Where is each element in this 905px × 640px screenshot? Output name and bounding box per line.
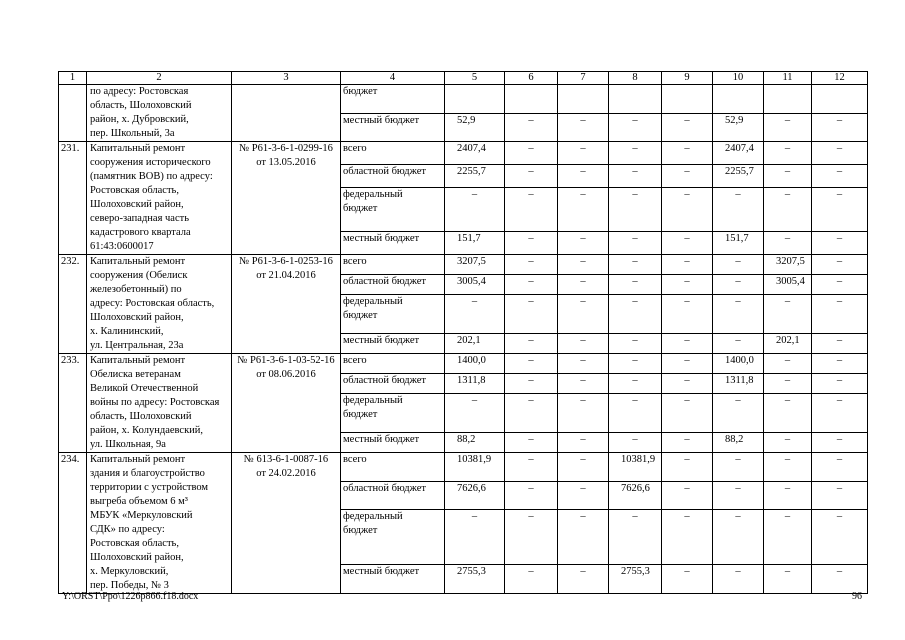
value-cell: – bbox=[505, 481, 558, 510]
description-line: район, х. Колундаевский, bbox=[90, 425, 204, 436]
funding-source bbox=[341, 275, 445, 295]
value-cell: 1400,0 bbox=[445, 354, 505, 374]
value-cell: – bbox=[713, 510, 764, 565]
value-cell: – bbox=[505, 565, 558, 594]
value-cell bbox=[609, 85, 662, 114]
permit-line: № Р61-3-6-1-0299-16 bbox=[239, 143, 333, 154]
description-line: выгреба объемом 6 м³ bbox=[90, 496, 188, 507]
table-body bbox=[59, 72, 868, 594]
row-number: 233. bbox=[59, 354, 87, 453]
value-cell: 10381,9 bbox=[609, 453, 662, 482]
value-cell: – bbox=[505, 164, 558, 187]
value-cell: – bbox=[558, 113, 609, 142]
funding-source bbox=[341, 394, 445, 433]
funding-source-line: всего bbox=[343, 454, 367, 465]
funding-source bbox=[341, 295, 445, 334]
value-cell: – bbox=[505, 374, 558, 394]
value-cell: – bbox=[764, 374, 812, 394]
value-cell: – bbox=[609, 187, 662, 231]
object-description bbox=[87, 255, 232, 354]
value-cell: 88,2 bbox=[713, 432, 764, 452]
description-line: (памятник ВОВ) по адресу: bbox=[90, 171, 213, 182]
value-cell: – bbox=[662, 481, 713, 510]
value-cell: – bbox=[505, 333, 558, 353]
value-cell: – bbox=[558, 354, 609, 374]
row-number: 231. bbox=[59, 142, 87, 255]
value-cell: – bbox=[812, 295, 868, 334]
value-cell: – bbox=[505, 275, 558, 295]
value-cell: 1311,8 bbox=[445, 374, 505, 394]
value-cell: – bbox=[505, 295, 558, 334]
description-line: Шолоховский район, bbox=[90, 312, 184, 323]
value-cell: – bbox=[558, 432, 609, 452]
value-cell: 3005,4 bbox=[764, 275, 812, 295]
value-cell: 52,9 bbox=[713, 113, 764, 142]
value-cell: – bbox=[764, 354, 812, 374]
object-description bbox=[87, 85, 232, 142]
table-row bbox=[59, 85, 868, 114]
value-cell: – bbox=[662, 354, 713, 374]
funding-source-line: федеральный bbox=[343, 511, 403, 523]
value-cell bbox=[713, 85, 764, 114]
value-cell: 151,7 bbox=[445, 232, 505, 255]
description-line: Обелиска ветеранам bbox=[90, 369, 181, 380]
description-line: Ростовская область, bbox=[90, 185, 179, 196]
value-cell: – bbox=[505, 232, 558, 255]
value-cell: – bbox=[505, 113, 558, 142]
value-cell: – bbox=[505, 432, 558, 452]
funding-source-line: областной бюджет bbox=[343, 276, 426, 288]
value-cell: 3207,5 bbox=[445, 255, 505, 275]
value-cell bbox=[505, 85, 558, 114]
value-cell: – bbox=[609, 510, 662, 565]
value-cell: – bbox=[713, 187, 764, 231]
value-cell: – bbox=[662, 374, 713, 394]
value-cell: – bbox=[764, 510, 812, 565]
value-cell: – bbox=[812, 113, 868, 142]
description-line: по адресу: Ростовская bbox=[90, 86, 189, 97]
value-cell: 1400,0 bbox=[713, 354, 764, 374]
value-cell: – bbox=[662, 333, 713, 353]
value-cell: – bbox=[558, 394, 609, 433]
description-line: район, х. Дубровский, bbox=[90, 114, 189, 125]
table-row bbox=[59, 142, 868, 165]
value-cell bbox=[812, 85, 868, 114]
value-cell: – bbox=[609, 394, 662, 433]
value-cell: – bbox=[662, 255, 713, 275]
value-cell: 2755,3 bbox=[445, 565, 505, 594]
value-cell: – bbox=[713, 394, 764, 433]
value-cell: 52,9 bbox=[445, 113, 505, 142]
column-number: 4 bbox=[341, 72, 445, 85]
description-line: х. Меркуловский, bbox=[90, 566, 169, 577]
column-number: 5 bbox=[445, 72, 505, 85]
value-cell: – bbox=[609, 113, 662, 142]
value-cell: – bbox=[558, 232, 609, 255]
value-cell: – bbox=[764, 187, 812, 231]
permit-line: № Р61-3-6-1-03-52-16 bbox=[237, 355, 335, 366]
value-cell: – bbox=[764, 295, 812, 334]
value-cell bbox=[662, 85, 713, 114]
column-number: 10 bbox=[713, 72, 764, 85]
value-cell: – bbox=[764, 164, 812, 187]
table-row bbox=[59, 453, 868, 482]
value-cell: – bbox=[558, 275, 609, 295]
description-line: кадастрового квартала bbox=[90, 227, 191, 238]
description-line: Шолоховский район, bbox=[90, 199, 184, 210]
value-cell: – bbox=[609, 333, 662, 353]
description-line: пер. Школьный, 3а bbox=[90, 128, 175, 139]
column-number: 12 bbox=[812, 72, 868, 85]
value-cell: – bbox=[812, 142, 868, 165]
value-cell: – bbox=[662, 232, 713, 255]
value-cell: – bbox=[713, 565, 764, 594]
value-cell: – bbox=[609, 354, 662, 374]
value-cell: 7626,6 bbox=[609, 481, 662, 510]
description-line: Ростовская область, bbox=[90, 538, 179, 549]
funding-source bbox=[341, 565, 445, 594]
value-cell: – bbox=[662, 142, 713, 165]
value-cell: – bbox=[558, 565, 609, 594]
column-number: 3 bbox=[232, 72, 341, 85]
description-line: здания и благоустройство bbox=[90, 468, 205, 479]
file-path: Y:\ORST\Ppo\1226p866.f18.docx bbox=[62, 591, 199, 602]
value-cell: 202,1 bbox=[445, 333, 505, 353]
value-cell: – bbox=[662, 510, 713, 565]
value-cell: – bbox=[812, 394, 868, 433]
value-cell: – bbox=[445, 510, 505, 565]
funding-source bbox=[341, 510, 445, 565]
funding-source bbox=[341, 187, 445, 231]
funding-source: местный бюджет bbox=[341, 113, 445, 142]
value-cell: 202,1 bbox=[764, 333, 812, 353]
permit-document bbox=[232, 453, 341, 594]
funding-source bbox=[341, 164, 445, 187]
permit-document bbox=[232, 255, 341, 354]
value-cell: – bbox=[713, 275, 764, 295]
value-cell: – bbox=[662, 164, 713, 187]
description-line: ул. Центральная, 23а bbox=[90, 340, 184, 351]
funding-source-line: областной бюджет bbox=[343, 165, 426, 177]
value-cell: – bbox=[609, 295, 662, 334]
funding-source-line: федеральный bbox=[343, 395, 403, 407]
description-line: пер. Победы, № 3 bbox=[90, 580, 169, 591]
value-cell: – bbox=[812, 187, 868, 231]
table-row bbox=[59, 255, 868, 275]
value-cell: 2255,7 bbox=[445, 164, 505, 187]
object-description bbox=[87, 142, 232, 255]
value-cell: – bbox=[505, 354, 558, 374]
value-cell: – bbox=[558, 187, 609, 231]
value-cell: – bbox=[713, 295, 764, 334]
value-cell: – bbox=[812, 232, 868, 255]
value-cell: 10381,9 bbox=[445, 453, 505, 482]
description-line: область, Шолоховский bbox=[90, 100, 192, 111]
value-cell: – bbox=[662, 113, 713, 142]
value-cell: 3005,4 bbox=[445, 275, 505, 295]
permit-document bbox=[232, 142, 341, 255]
value-cell: – bbox=[558, 295, 609, 334]
description-line: сооружения исторического bbox=[90, 157, 211, 168]
permit-line: от 13.05.2016 bbox=[256, 157, 316, 168]
value-cell: – bbox=[812, 374, 868, 394]
row-number: 232. bbox=[59, 255, 87, 354]
value-cell: 88,2 bbox=[445, 432, 505, 452]
value-cell: – bbox=[609, 142, 662, 165]
funding-source-line: федеральный bbox=[343, 188, 403, 200]
description-line: Шолоховский район, bbox=[90, 552, 184, 563]
object-description bbox=[87, 354, 232, 453]
value-cell: – bbox=[558, 510, 609, 565]
funding-source-line: местный бюджет bbox=[343, 334, 420, 346]
description-line: территории с устройством bbox=[90, 482, 209, 493]
description-line: ул. Школьная, 9а bbox=[90, 439, 166, 450]
value-cell: – bbox=[662, 453, 713, 482]
description-line: Капитальный ремонт bbox=[90, 454, 186, 465]
funding-source-line: федеральный bbox=[343, 296, 403, 308]
value-cell: 2255,7 bbox=[713, 164, 764, 187]
row-number: 234. bbox=[59, 453, 87, 594]
value-cell: – bbox=[662, 565, 713, 594]
value-cell: – bbox=[609, 164, 662, 187]
funding-source bbox=[341, 142, 445, 165]
value-cell: – bbox=[445, 295, 505, 334]
funding-source-line: бюджет bbox=[343, 525, 378, 537]
value-cell: – bbox=[445, 187, 505, 231]
funding-source bbox=[341, 374, 445, 394]
funding-source-line: местный бюджет bbox=[343, 233, 420, 245]
value-cell: – bbox=[505, 142, 558, 165]
description-line: железобетонный) по bbox=[90, 284, 182, 295]
value-cell: – bbox=[609, 275, 662, 295]
value-cell: – bbox=[558, 142, 609, 165]
funding-source: бюджет bbox=[341, 85, 445, 114]
description-line: северо-западная часть bbox=[90, 213, 190, 224]
funding-source bbox=[341, 481, 445, 510]
funding-source-line: областной бюджет bbox=[343, 482, 426, 494]
value-cell: 1311,8 bbox=[713, 374, 764, 394]
value-cell: – bbox=[505, 394, 558, 433]
value-cell: – bbox=[558, 255, 609, 275]
value-cell: – bbox=[609, 232, 662, 255]
permit-line: от 08.06.2016 bbox=[256, 369, 316, 380]
value-cell: – bbox=[558, 374, 609, 394]
permit-document bbox=[232, 354, 341, 453]
value-cell: – bbox=[812, 432, 868, 452]
value-cell: – bbox=[713, 453, 764, 482]
column-number: 8 bbox=[609, 72, 662, 85]
description-line: х. Калининский, bbox=[90, 326, 164, 337]
column-number: 9 bbox=[662, 72, 713, 85]
description-line: область, Шолоховский bbox=[90, 411, 192, 422]
funding-source-line: бюджет bbox=[343, 310, 378, 322]
funding-source-line: всего bbox=[343, 143, 367, 154]
funding-source bbox=[341, 232, 445, 255]
value-cell bbox=[558, 85, 609, 114]
funding-source bbox=[341, 333, 445, 353]
value-cell: – bbox=[609, 255, 662, 275]
value-cell: – bbox=[812, 565, 868, 594]
object-description bbox=[87, 453, 232, 594]
value-cell: – bbox=[812, 354, 868, 374]
header-row bbox=[59, 72, 868, 85]
value-cell: – bbox=[662, 275, 713, 295]
value-cell bbox=[445, 85, 505, 114]
funding-source bbox=[341, 432, 445, 452]
value-cell: – bbox=[505, 510, 558, 565]
value-cell: – bbox=[558, 481, 609, 510]
value-cell: 2755,3 bbox=[609, 565, 662, 594]
value-cell: – bbox=[505, 453, 558, 482]
permit-line: от 21.04.2016 bbox=[256, 270, 316, 281]
value-cell: – bbox=[505, 255, 558, 275]
funding-source bbox=[341, 255, 445, 275]
value-cell: – bbox=[764, 142, 812, 165]
funding-source bbox=[341, 354, 445, 374]
description-line: Капитальный ремонт bbox=[90, 355, 186, 366]
column-number: 7 bbox=[558, 72, 609, 85]
value-cell: 2407,4 bbox=[713, 142, 764, 165]
value-cell: – bbox=[505, 187, 558, 231]
permit-line: от 24.02.2016 bbox=[256, 468, 316, 479]
funding-source-line: местный бюджет bbox=[343, 433, 420, 445]
description-line: Капитальный ремонт bbox=[90, 256, 186, 267]
value-cell: – bbox=[812, 275, 868, 295]
column-number: 6 bbox=[505, 72, 558, 85]
funding-source-line: бюджет bbox=[343, 409, 378, 421]
funding-source bbox=[341, 453, 445, 482]
value-cell: 3207,5 bbox=[764, 255, 812, 275]
row-number bbox=[59, 85, 87, 142]
value-cell: – bbox=[662, 187, 713, 231]
funding-source-line: областной бюджет bbox=[343, 375, 426, 387]
table-row bbox=[59, 354, 868, 374]
value-cell: – bbox=[764, 453, 812, 482]
description-line: 61:43:0600017 bbox=[90, 241, 154, 252]
permit-line: № Р61-3-6-1-0253-16 bbox=[239, 256, 333, 267]
value-cell: – bbox=[764, 481, 812, 510]
value-cell: – bbox=[764, 432, 812, 452]
value-cell: – bbox=[812, 255, 868, 275]
value-cell: – bbox=[609, 432, 662, 452]
value-cell: – bbox=[764, 232, 812, 255]
funding-source-line: местный бюджет bbox=[343, 566, 420, 578]
value-cell: – bbox=[764, 565, 812, 594]
value-cell: – bbox=[812, 510, 868, 565]
value-cell: – bbox=[764, 394, 812, 433]
value-cell: 151,7 bbox=[713, 232, 764, 255]
value-cell: – bbox=[662, 432, 713, 452]
value-cell: – bbox=[812, 333, 868, 353]
budget-table bbox=[58, 71, 868, 594]
value-cell: – bbox=[713, 481, 764, 510]
value-cell: 2407,4 bbox=[445, 142, 505, 165]
value-cell: – bbox=[812, 453, 868, 482]
value-cell: – bbox=[662, 394, 713, 433]
value-cell: – bbox=[558, 164, 609, 187]
funding-source-line: всего bbox=[343, 256, 367, 267]
column-number: 2 bbox=[87, 72, 232, 85]
permit-line: № 613-6-1-0087-16 bbox=[243, 454, 329, 465]
description-line: МБУК «Меркуловский bbox=[90, 510, 193, 521]
description-line: адресу: Ростовская область, bbox=[90, 298, 215, 309]
description-line: СДК» по адресу: bbox=[90, 524, 165, 535]
value-cell bbox=[764, 85, 812, 114]
description-line: сооружения (Обелиск bbox=[90, 270, 188, 281]
page-number: 96 bbox=[852, 591, 862, 602]
value-cell: – bbox=[558, 453, 609, 482]
value-cell: – bbox=[713, 333, 764, 353]
value-cell: – bbox=[713, 255, 764, 275]
value-cell: – bbox=[558, 333, 609, 353]
value-cell: – bbox=[764, 113, 812, 142]
description-line: войны по адресу: Ростовская bbox=[90, 397, 220, 408]
value-cell: 7626,6 bbox=[445, 481, 505, 510]
permit-document bbox=[232, 85, 341, 142]
value-cell: – bbox=[609, 374, 662, 394]
description-line: Капитальный ремонт bbox=[90, 143, 186, 154]
funding-source-line: всего bbox=[343, 355, 367, 366]
value-cell: – bbox=[812, 164, 868, 187]
column-number: 1 bbox=[59, 72, 87, 85]
value-cell: – bbox=[445, 394, 505, 433]
funding-source-line: бюджет bbox=[343, 202, 378, 214]
value-cell: – bbox=[812, 481, 868, 510]
description-line: Великой Отечественной bbox=[90, 383, 199, 394]
value-cell: – bbox=[662, 295, 713, 334]
column-number: 11 bbox=[764, 72, 812, 85]
